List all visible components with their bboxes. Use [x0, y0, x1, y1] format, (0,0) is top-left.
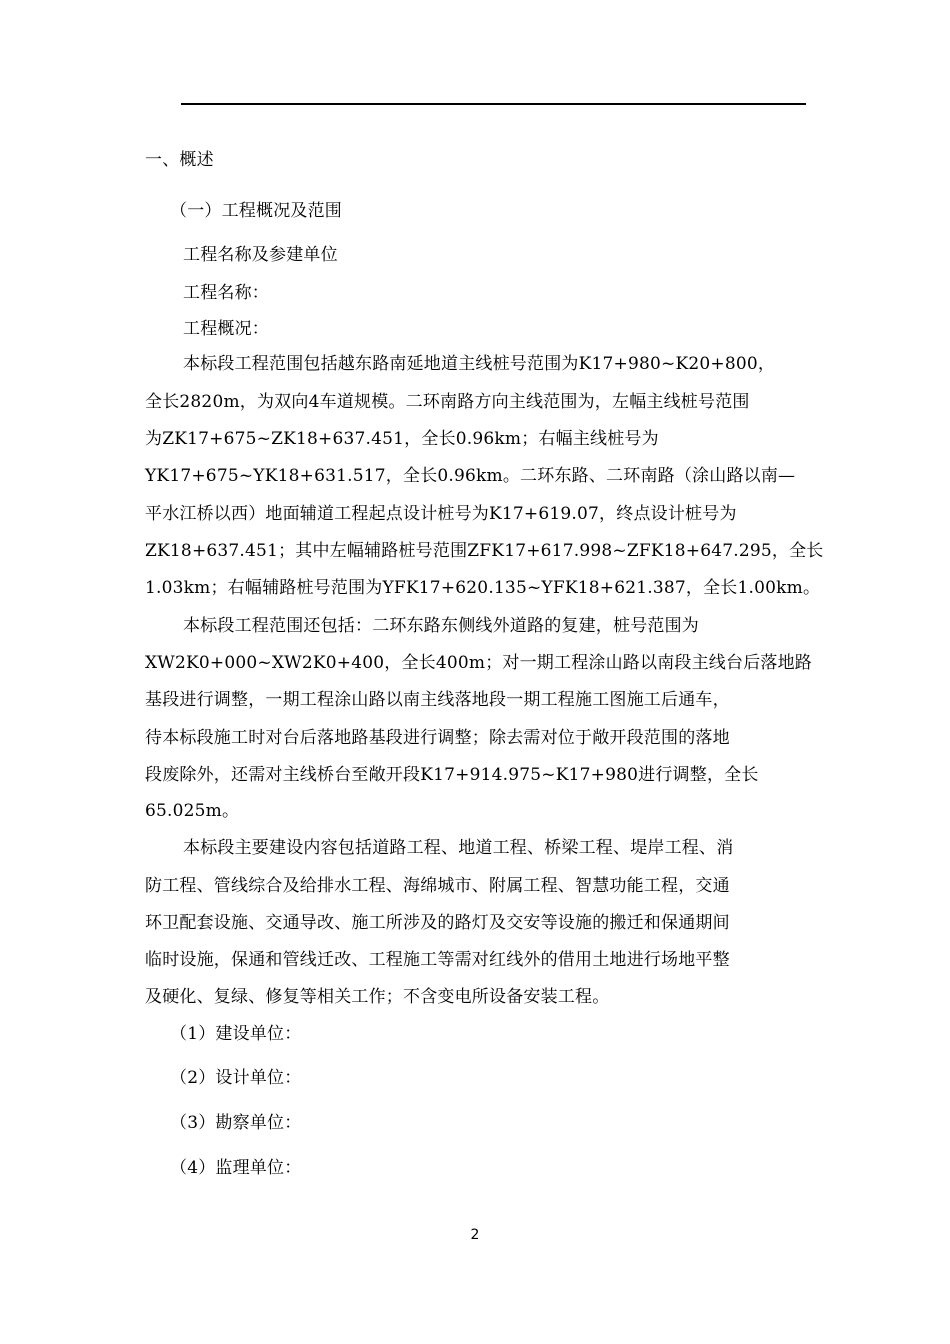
- paragraph-1-line: 平水江桥以西）地面辅道工程起点设计桩号为K17+619.07，终点设计桩号为: [145, 504, 737, 524]
- paragraph-3-line: 及硬化、复绿、修复等相关工作；不含变电所设备安装工程。: [145, 987, 610, 1007]
- paragraph-2-line: 段废除外，还需对主线桥台至敞开段K17+914.975~K17+980进行调整，全长: [145, 765, 759, 785]
- page-number: 2: [470, 1227, 480, 1243]
- paragraph-2-line: 65.025m。: [145, 801, 240, 821]
- unit-list-item: （3）勘察单位：: [170, 1113, 302, 1133]
- paragraph-2-line: XW2K0+000~XW2K0+400，全长400m；对一期工程涂山路以南段主线台后落地路: [145, 653, 813, 673]
- paragraph-1-line: 全长2820m，为双向4车道规模。二环南路方向主线范围为，左幅主线桩号范围: [145, 392, 750, 412]
- project-overview-label: 工程概况：: [183, 319, 269, 339]
- paragraph-2-line: 待本标段施工时对台后落地路基段进行调整；除去需对位于敞开段范围的落地: [145, 728, 730, 748]
- paragraph-3-line: 环卫配套设施、交通导改、施工所涉及的路灯及交安等设施的搬迁和保通期间: [145, 913, 730, 933]
- paragraph-3-line: 临时设施，保通和管线迁改、工程施工等需对红线外的借用土地进行场地平整: [145, 950, 730, 970]
- paragraph-3-line: 防工程、管线综合及给排水工程、海绵城市、附属工程、智慧功能工程，交通: [145, 876, 730, 896]
- section-heading: 一、概述: [145, 150, 214, 170]
- paragraph-3-line: 本标段主要建设内容包括道路工程、地道工程、桥梁工程、堤岸工程、消: [183, 838, 734, 858]
- unit-list-item: （4）监理单位：: [170, 1158, 302, 1178]
- header-rule: [181, 103, 806, 105]
- paragraph-1-line: 本标段工程范围包括越东路南延地道主线桩号范围为K17+980~K20+800，: [183, 354, 776, 374]
- paragraph-2-line: 本标段工程范围还包括：二环东路东侧线外道路的复建，桩号范围为: [183, 616, 699, 636]
- subsection-heading: （一）工程概况及范围: [170, 201, 342, 221]
- paragraph-1-line: 为ZK17+675~ZK18+637.451，全长0.96km；右幅主线桩号为: [145, 429, 659, 449]
- unit-list-item: （1）建设单位：: [170, 1024, 302, 1044]
- paragraph-1-line: 1.03km；右幅辅路桩号范围为YFK17+620.135~YFK18+621.387，全长1.00km。: [145, 578, 821, 598]
- unit-list-item: （2）设计单位：: [170, 1068, 302, 1088]
- paragraph-2-line: 基段进行调整，一期工程涂山路以南主线落地段一期工程施工图施工后通车，: [145, 690, 730, 710]
- project-units-heading: 工程名称及参建单位: [183, 245, 338, 265]
- paragraph-1-line: ZK18+637.451；其中左幅辅路桩号范围ZFK17+617.998~ZFK18+647.295，全长: [145, 541, 824, 561]
- paragraph-1-line: YK17+675~YK18+631.517，全长0.96km。二环东路、二环南路（涂山路以南—: [145, 466, 796, 486]
- project-name-label: 工程名称：: [183, 283, 269, 303]
